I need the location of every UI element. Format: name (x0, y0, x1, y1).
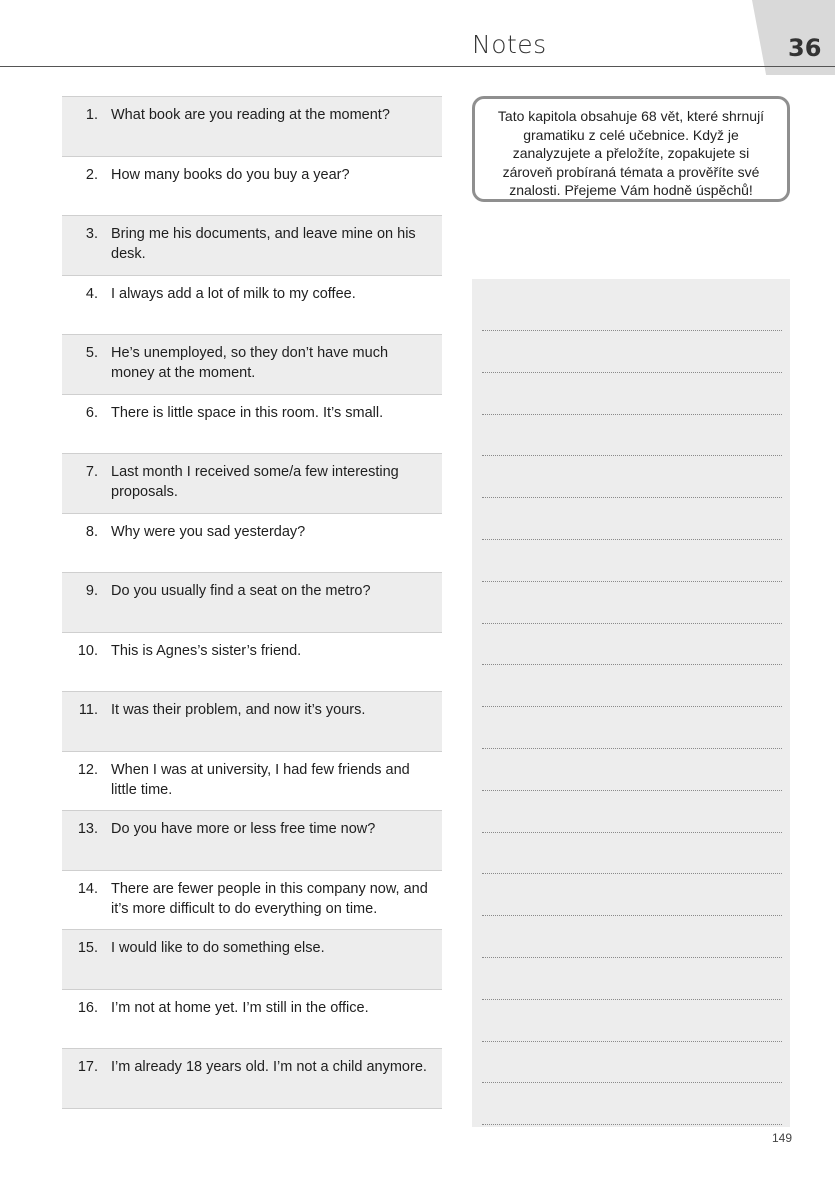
note-line (482, 664, 782, 665)
sentence-row (62, 514, 442, 574)
sentence-number: 16. (77, 999, 98, 1016)
sentence-text: What book are you reading at the moment? (111, 107, 390, 123)
sentence-number: 1. (85, 107, 98, 123)
note-line (482, 414, 782, 415)
sentence-number: 5. (85, 345, 98, 361)
sentence-number: 8. (85, 523, 98, 540)
sentence-list (62, 96, 442, 1109)
note-line (482, 832, 782, 833)
sentence-row (62, 871, 442, 931)
chapter-number: 36 (788, 34, 822, 62)
sentence-row (62, 930, 442, 990)
sentence-row (62, 752, 442, 812)
sentence-row (62, 395, 442, 455)
note-line (482, 1124, 782, 1125)
sentence-number: 12. (77, 761, 98, 778)
info-box: Tato kapitola obsahuje 68 vět, které shrnují gramatiku z celé učebnice. Když je zanalyzujete a přeložíte, zopakujete si zároveň probíraná témata a prověříte své znalosti. Přejeme Vám hodně úspěchů! (472, 96, 790, 202)
sentence-row (62, 335, 442, 395)
sentence-row (62, 1049, 442, 1109)
sentence-number: 2. (85, 166, 98, 183)
note-line (482, 581, 782, 582)
note-line (482, 873, 782, 874)
note-line (482, 1082, 782, 1083)
sentence-row (62, 573, 442, 633)
note-line (482, 372, 782, 373)
sentence-row (62, 157, 442, 217)
page-number: 149 (772, 1131, 793, 1145)
sentence-text: How many books do you buy a year? (111, 166, 350, 183)
sentence-row (62, 276, 442, 336)
sentence-row (62, 811, 442, 871)
header-divider (0, 66, 835, 67)
sentence-text: Bring me his documents, and leave mine on his desk. (111, 226, 416, 262)
sentence-text: I’m already 18 years old. I’m not a child anymore. (111, 1059, 427, 1075)
sentence-row (62, 97, 442, 157)
notes-area[interactable] (472, 279, 790, 1127)
sentence-row (62, 454, 442, 514)
sentence-text: This is Agnes’s sister’s friend. (111, 642, 302, 659)
sentence-number: 7. (85, 464, 98, 480)
sentence-number: 11. (78, 702, 98, 718)
sentence-number: 10. (77, 642, 98, 659)
note-line (482, 706, 782, 707)
sentence-text: I would like to do something else. (111, 940, 325, 956)
note-line (482, 748, 782, 749)
note-line (482, 455, 782, 456)
sentence-row (62, 633, 442, 693)
sentence-number: 13. (77, 821, 98, 837)
note-line (482, 623, 782, 624)
sentence-number: 4. (85, 285, 98, 302)
sentence-number: 14. (77, 880, 98, 897)
note-line (482, 957, 782, 958)
page-title: Notes (472, 30, 547, 59)
sentence-row (62, 692, 442, 752)
sentence-number: 3. (85, 226, 98, 242)
sentence-text: When I was at university, I had few friends and little time. (111, 761, 410, 798)
sentence-number: 15. (77, 940, 98, 956)
note-line (482, 330, 782, 331)
sentence-number: 9. (85, 583, 98, 599)
note-line (482, 539, 782, 540)
sentence-text: I’m not at home yet. I’m still in the office. (111, 999, 369, 1016)
sentence-text: I always add a lot of milk to my coffee. (111, 285, 356, 302)
note-line (482, 915, 782, 916)
sentence-text: Last month I received some/a few interesting proposals. (111, 464, 399, 500)
sentence-text: Do you usually find a seat on the metro? (111, 583, 371, 599)
sentence-row (62, 216, 442, 276)
note-line (482, 999, 782, 1000)
sentence-text: There are fewer people in this company now, and it’s more difficult to do everything on time. (111, 880, 428, 917)
sentence-text: Why were you sad yesterday? (111, 523, 306, 540)
sentence-text: There is little space in this room. It’s small. (111, 404, 384, 421)
sentence-number: 17. (77, 1059, 98, 1075)
sentence-text: Do you have more or less free time now? (111, 821, 376, 837)
sentence-text: It was their problem, and now it’s yours. (111, 702, 366, 718)
sentence-text: He’s unemployed, so they don’t have much money at the moment. (111, 345, 389, 381)
sentence-number: 6. (85, 404, 98, 421)
note-line (482, 497, 782, 498)
sentence-row (62, 990, 442, 1050)
note-line (482, 790, 782, 791)
note-line (482, 1041, 782, 1042)
